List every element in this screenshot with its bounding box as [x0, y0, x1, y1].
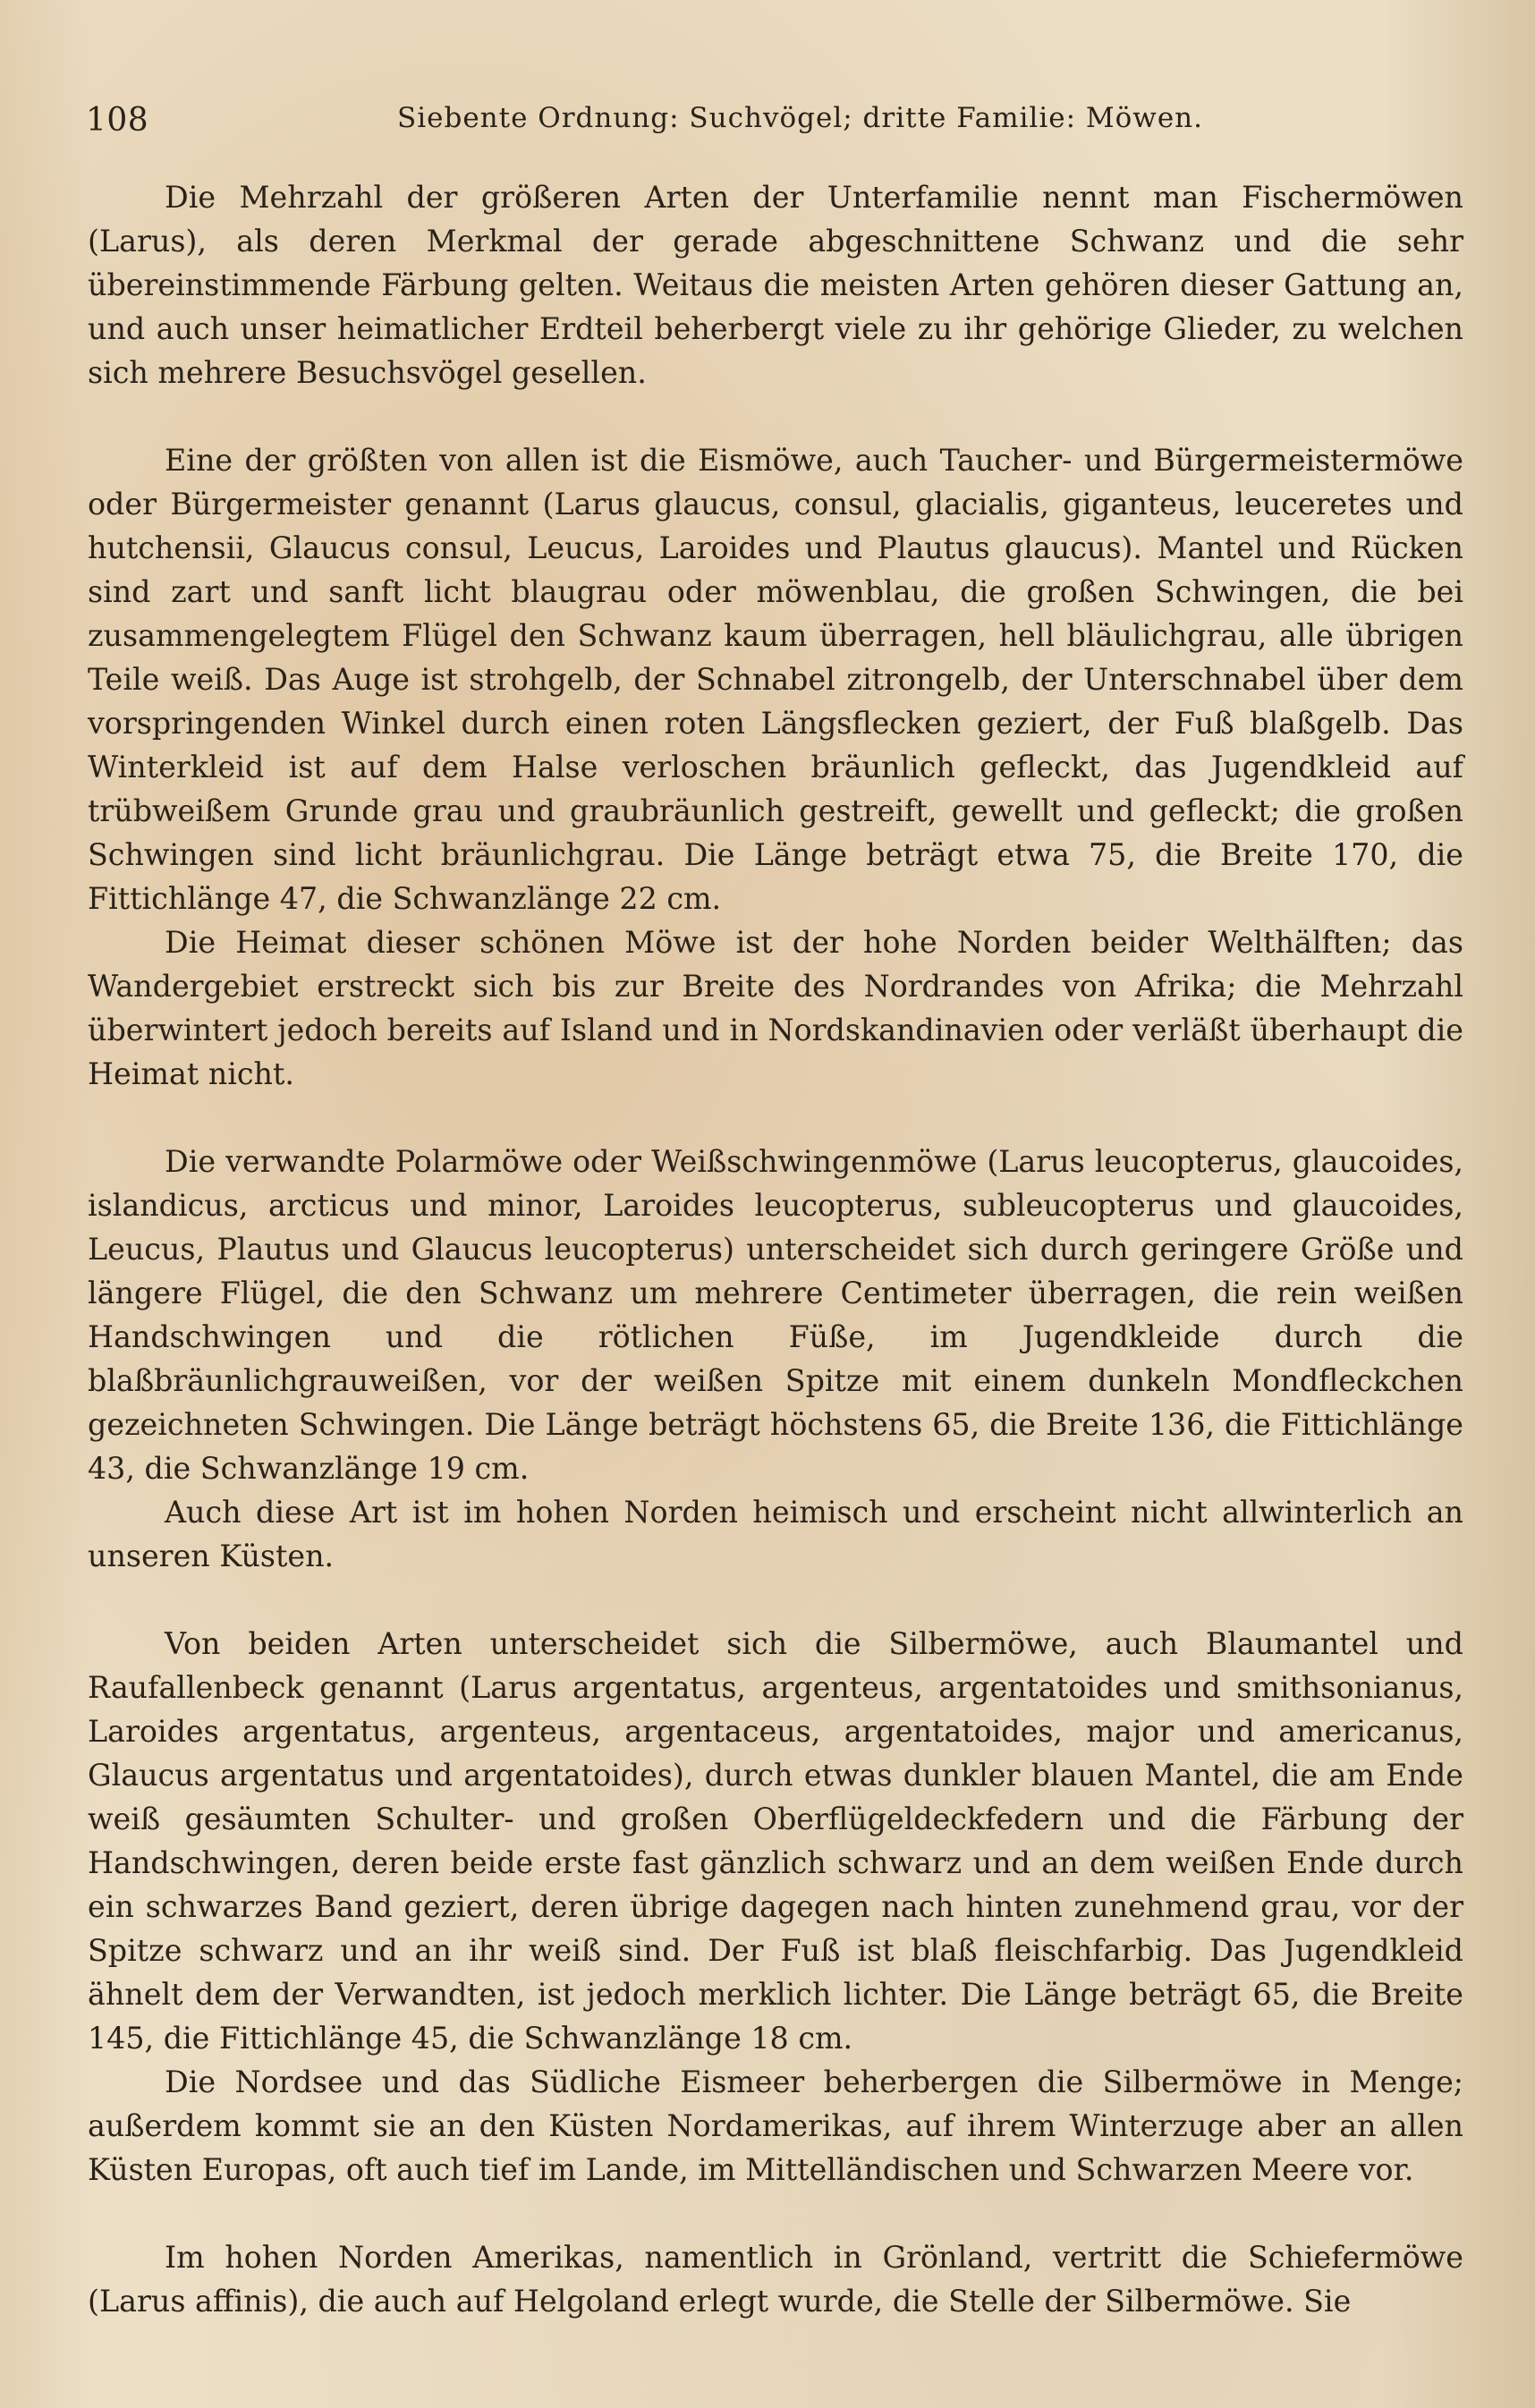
paragraph: Eine der größten von allen ist die Eismöwe, auch Taucher- und Bürgermeistermöwe oder Bürgermeister genannt (Larus glaucus, consul, glacialis, giganteus, leuceretes und hutchensii, Glaucus consul, Leucus, Laroides und Plautus glaucus). Mantel und Rücken sind zart und sanft licht blaugrau oder möwenblau, die großen Schwingen, die bei zusammengelegtem Flügel den Schwanz kaum überragen, hell bläulichgrau, alle übrigen Teile weiß. Das Auge ist strohgelb, der Schnabel zitrongelb, der Unterschnabel über dem vorspringenden Winkel durch einen roten Längsflecken geziert, der Fuß blaßgelb. Das Winterkleid ist auf dem Halse verloschen bräunlich gefleckt, das Jugendkleid auf trübweißem Grunde grau und graubräunlich gestreift, gewellt und gefleckt; die großen Schwingen sind licht bräunlichgrau. Die Länge beträgt etwa 75, die Breite 170, die Fittichlänge 47, die Schwanzlänge 22 cm. — [88, 443, 1463, 916]
paragraph: Die verwandte Polarmöwe oder Weißschwingenmöwe (Larus leucopterus, glaucoides, islandicus, arcticus und minor, Laroides leucopterus, subleucopterus und glaucoides, Leucus, Plautus und Glaucus leucopterus) unterscheidet sich durch geringere Größe und längere Flügel, die den Schwanz um mehrere Centimeter überragen, die rein weißen Handschwingen und die rötlichen Füße, im Jugendkleide durch die blaßbräunlichgrauweißen, vor der weißen Spitze mit einem dunkeln Mondfleckchen gezeichneten Schwingen. Die Länge beträgt höchstens 65, die Breite 136, die Fittichlänge 43, die Schwanzlänge 19 cm. — [88, 1144, 1463, 1486]
page-number: 108 — [86, 102, 149, 139]
running-title: Siebente Ordnung: Suchvögel; dritte Familie: Möwen. — [397, 102, 1204, 134]
paragraph: Von beiden Arten unterscheidet sich die Silbermöwe, auch Blaumantel und Raufallenbeck genannt (Larus argentatus, argenteus, argentatoides und smithsonianus, Laroides argentatus, argenteus, argentaceus, argentatoides, major und americanus, Glaucus argentatus und argentatoides), durch etwas dunkler blauen Mantel, die am Ende weiß gesäumten Schulter- und großen Oberflügeldeckfedern und die Färbung der Handschwingen, deren beide erste fast gänzlich schwarz und an dem weißen Ende durch ein schwarzes Band geziert, deren übrige dagegen nach hinten zunehmend grau, vor der Spitze schwarz und an ihr weiß sind. Der Fuß ist blaß fleischfarbig. Das Jugendkleid ähnelt dem der Verwandten, ist jedoch merklich lichter. Die Länge beträgt 65, die Breite 145, die Fittichlänge 45, die Schwanzlänge 18 cm. — [88, 1626, 1463, 2056]
body-text — [88, 175, 1463, 2323]
paragraph: Im hohen Norden Amerikas, namentlich in Grönland, vertritt die Schiefermöwe (Larus affinis), die auch auf Helgoland erlegt wurde, die Stelle der Silbermöwe. Sie — [88, 2240, 1463, 2319]
paragraph: Auch diese Art ist im hohen Norden heimisch und erscheint nicht allwinterlich an unseren Küsten. — [88, 1495, 1463, 1573]
paragraph: Die Mehrzahl der größeren Arten der Unterfamilie nennt man Fischermöwen (Larus), als deren Merkmal der gerade abgeschnittene Schwanz und die sehr übereinstimmende Färbung gelten. Weitaus die meisten Arten gehören dieser Gattung an, und auch unser heimatlicher Erdteil beherbergt viele zu ihr gehörige Glieder, zu welchen sich mehrere Besuchsvögel gesellen. — [88, 180, 1463, 390]
paragraph: Die Nordsee und das Südliche Eismeer beherbergen die Silbermöwe in Menge; außerdem kommt sie an den Küsten Nordamerikas, auf ihrem Winterzuge aber an allen Küsten Europas, oft auch tief im Lande, im Mittelländischen und Schwarzen Meere vor. — [88, 2065, 1463, 2187]
paragraph: Die Heimat dieser schönen Möwe ist der hohe Norden beider Welthälften; das Wandergebiet erstreckt sich bis zur Breite des Nordrandes von Afrika; die Mehrzahl überwintert jedoch bereits auf Island und in Nordskandinavien oder verläßt überhaupt die Heimat nicht. — [88, 925, 1463, 1091]
page-header — [86, 97, 1463, 141]
